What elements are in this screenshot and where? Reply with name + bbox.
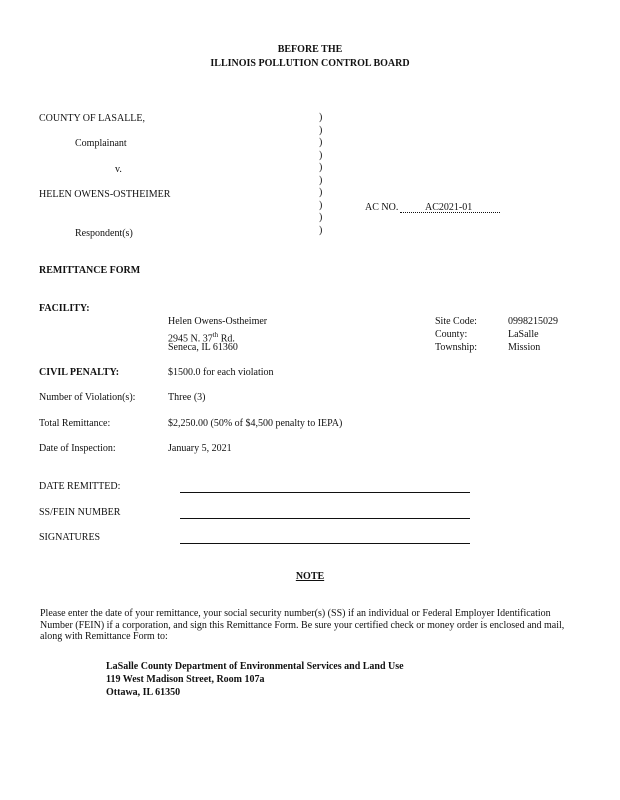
- caption-paren: ): [319, 162, 323, 173]
- inspection-date-label: Date of Inspection:: [39, 443, 116, 454]
- caption-paren: ): [319, 224, 323, 236]
- civil-penalty-value: $1500.0 for each violation: [168, 367, 274, 378]
- caption-paren: ): [319, 212, 323, 223]
- caption-paren: ): [319, 174, 323, 186]
- caption-paren: ): [319, 199, 323, 211]
- caption-paren: ): [319, 137, 323, 148]
- caption-paren: ): [319, 124, 323, 136]
- facility-street-road: Rd.: [218, 333, 235, 345]
- facility-name: Helen Owens-Ostheimer: [168, 316, 268, 327]
- site-code-value: 0998215029: [508, 316, 558, 327]
- form-title: REMITTANCE FORM: [39, 265, 141, 276]
- violations-value: Three (3): [168, 392, 206, 403]
- mail-to-line-3: Ottawa, IL 61350: [106, 687, 181, 698]
- caption-paren: ): [319, 112, 323, 123]
- header-line-2: ILLINOIS POLLUTION CONTROL BOARD: [210, 58, 410, 69]
- ac-number-value: AC2021-01: [425, 202, 473, 213]
- ss-fein-label: SS/FEIN NUMBER: [39, 507, 121, 518]
- mail-to-line-2: 119 West Madison Street, Room 107a: [106, 674, 265, 685]
- township-label: Township:: [435, 342, 478, 353]
- date-remitted-field[interactable]: [180, 492, 470, 493]
- note-paragraph: Please enter the date of your remittance, your social security number(s) (SS) if an individual or Federal Employer Identification Number (FEIN) if a corporation, and sign this Remittance Form. Be sure your certified check or money order is enclosed and mail, along with Remittance Form to:: [40, 608, 565, 642]
- note-title: NOTE: [295, 571, 325, 582]
- civil-penalty-label: CIVIL PENALTY:: [39, 367, 120, 378]
- signatures-field[interactable]: [180, 543, 470, 544]
- date-remitted-label: DATE REMITTED:: [39, 481, 121, 492]
- violations-label: Number of Violation(s):: [39, 392, 136, 403]
- ss-fein-field[interactable]: [180, 518, 470, 519]
- facility-street-suffix: th: [212, 331, 219, 339]
- total-remittance-value: $2,250.00 (50% of $4,500 penalty to IEPA): [168, 418, 343, 429]
- county-value: LaSalle: [508, 329, 539, 340]
- site-code-label: Site Code:: [435, 316, 477, 327]
- total-remittance-label: Total Remittance:: [39, 418, 111, 429]
- complainant-party: COUNTY OF LASALLE,: [39, 113, 146, 124]
- inspection-date-value: January 5, 2021: [168, 443, 232, 454]
- caption-paren: ): [319, 187, 323, 198]
- complainant-role: Complainant: [75, 138, 127, 149]
- facility-street-number: 2945 N. 37: [168, 333, 213, 345]
- signatures-label: SIGNATURES: [39, 532, 101, 543]
- facility-label: FACILITY:: [39, 303, 90, 314]
- versus-label: v.: [115, 164, 122, 175]
- header-line-1: BEFORE THE: [277, 44, 343, 55]
- respondent-role: Respondent(s): [75, 228, 133, 239]
- ac-number-label: AC NO.: [365, 202, 399, 213]
- facility-city: Seneca, IL 61360: [168, 342, 238, 353]
- respondent-party: HELEN OWENS-OSTHEIMER: [39, 189, 171, 200]
- township-value: Mission: [508, 342, 541, 353]
- county-label: County:: [435, 329, 468, 340]
- caption-paren-column: [319, 112, 327, 237]
- mail-to-line-1: LaSalle County Department of Environmental Services and Land Use: [106, 661, 404, 672]
- caption-paren: ): [319, 149, 323, 161]
